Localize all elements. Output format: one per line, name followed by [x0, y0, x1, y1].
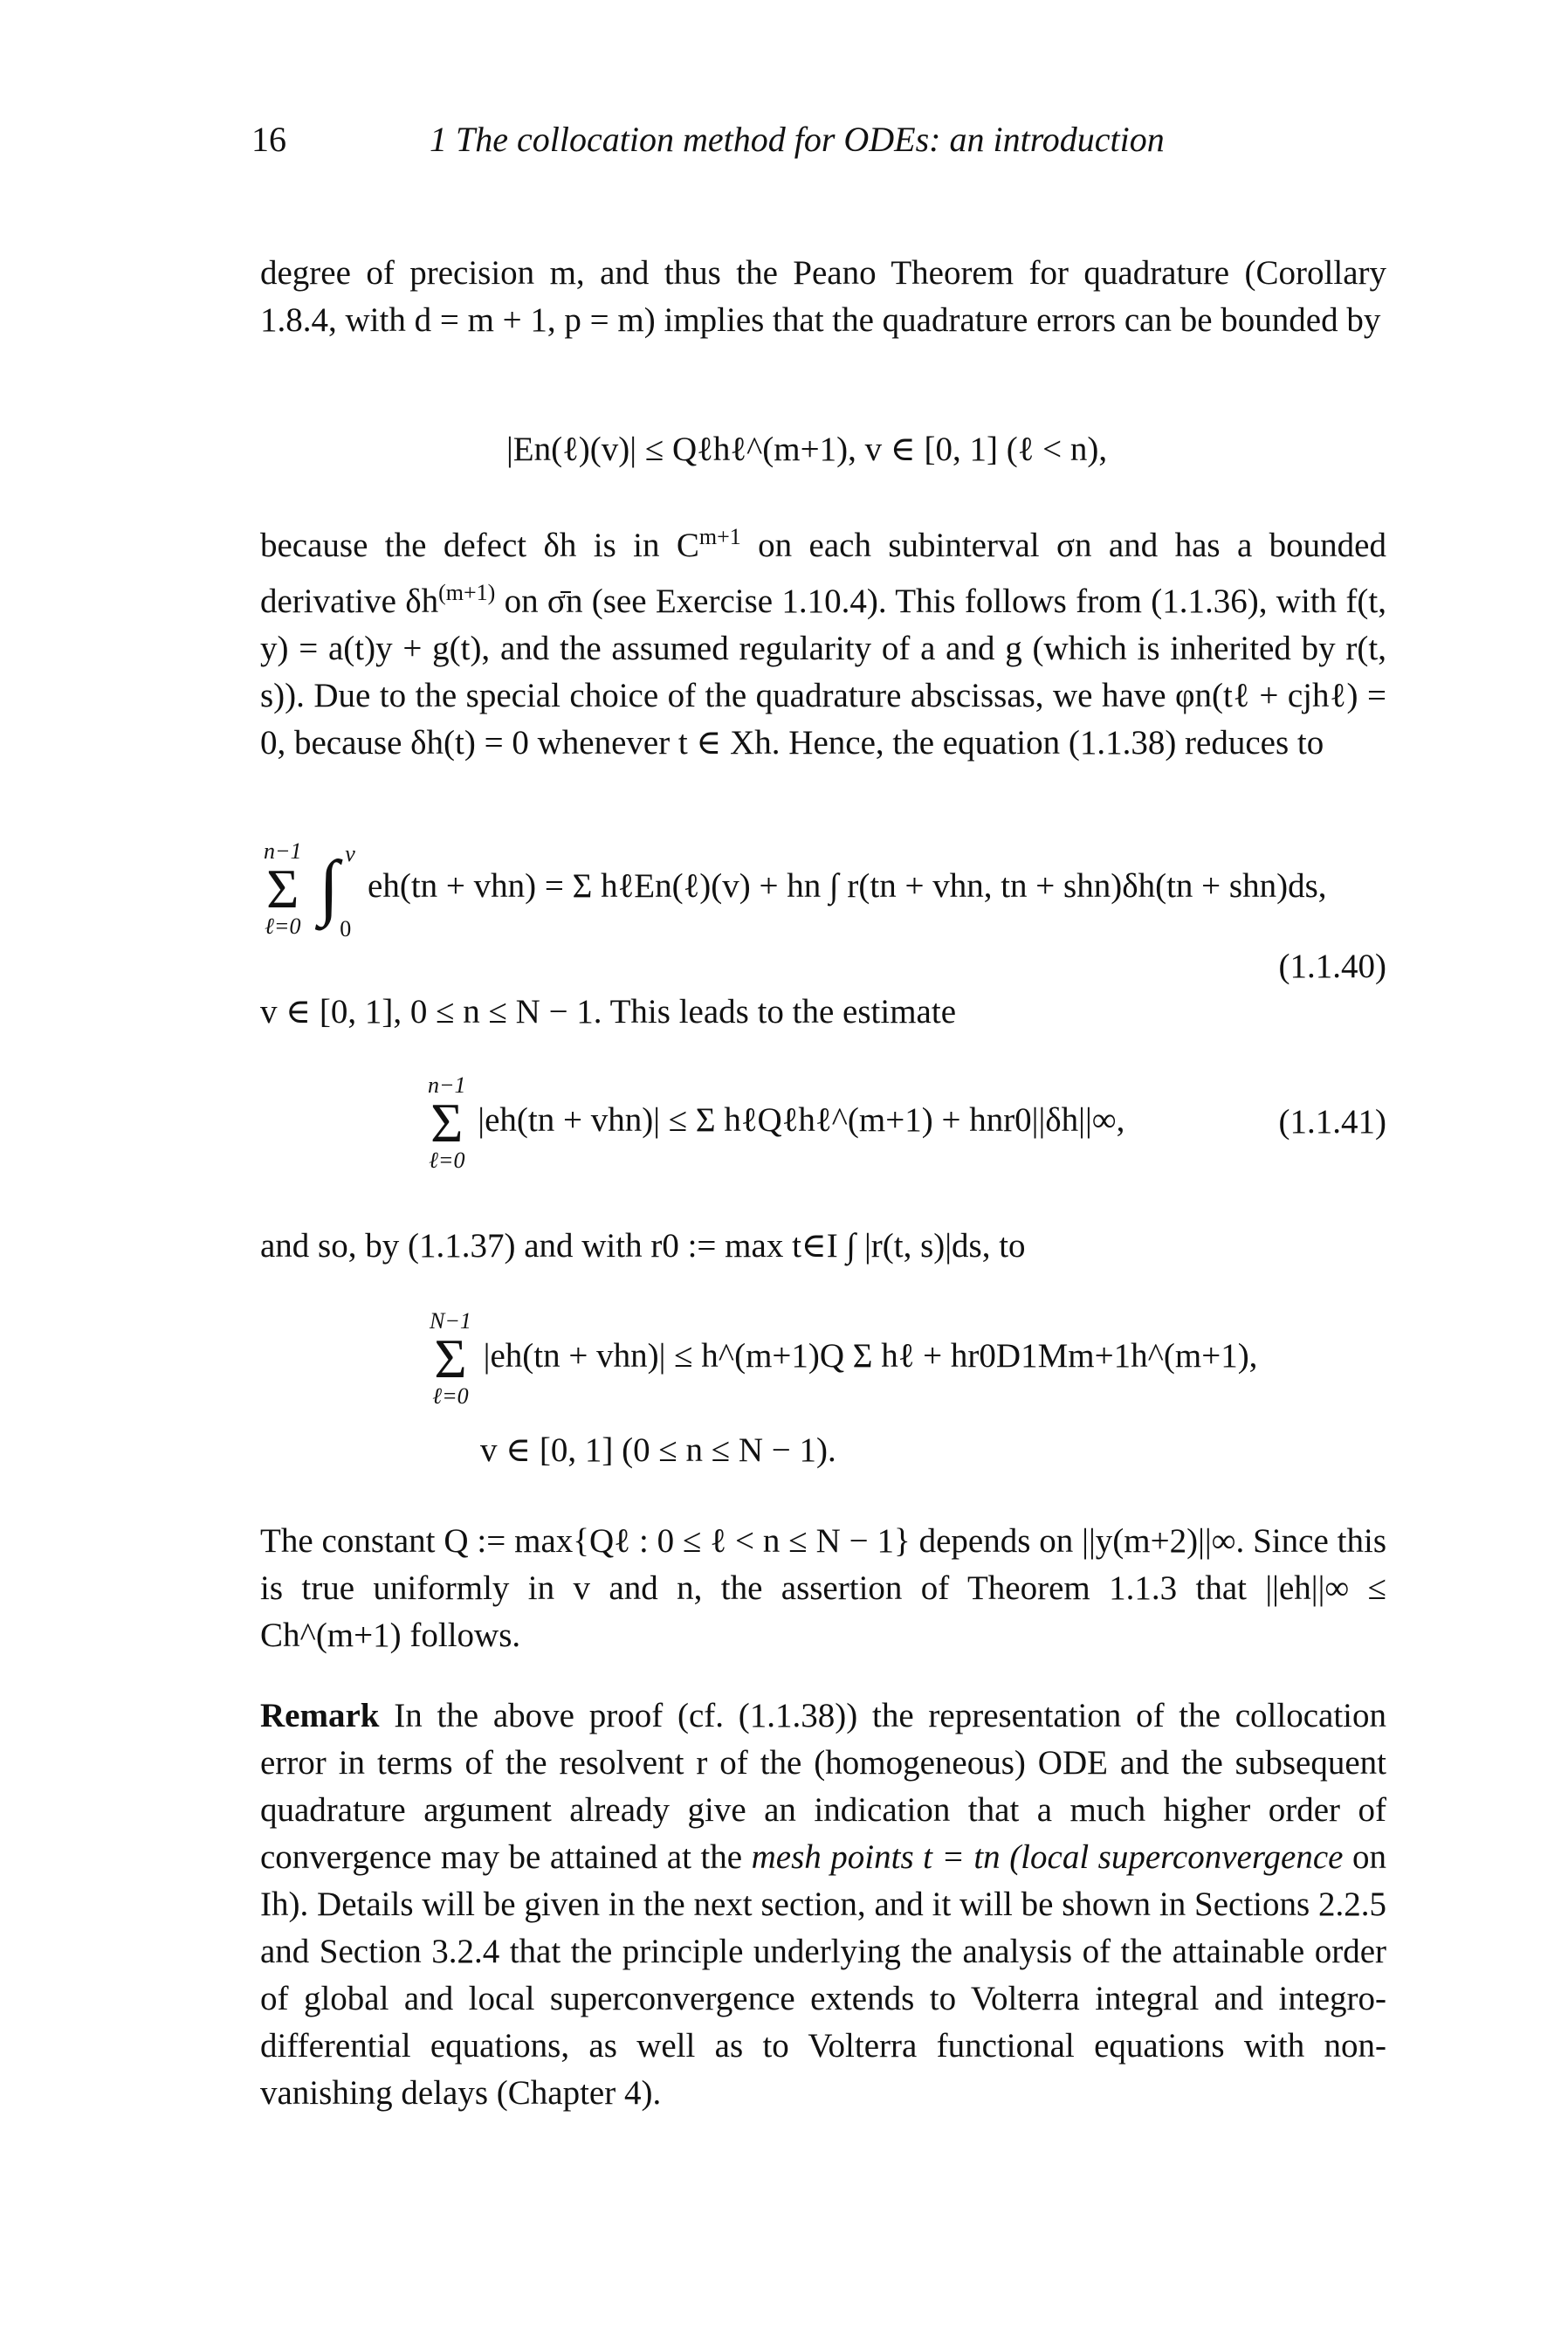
sum-block	[430, 1310, 471, 1408]
equation-text: eh(tn + vhn) = Σ hℓEn(ℓ)(v) + hn ∫ r(tn + vhn, tn + shn)δh(tn + shn)ds,	[368, 866, 1327, 905]
sigma-symbol: Σ	[434, 1327, 467, 1389]
paragraph-text: and so, by (1.1.37) and with r0 := max t∈I ∫ |r(t, s)|ds, to	[260, 1227, 1026, 1265]
remark-text	[260, 1693, 1386, 2117]
page-number: 16	[251, 120, 286, 159]
integral-lower-limit: 0	[340, 916, 352, 941]
paragraph-text: The constant Q := max{Qℓ : 0 ≤ ℓ < n ≤ N − 1} depends on ||y(m+2)||∞. Since this is true uniformly in v and n, the assertion of Theorem 1.1.3 that ||eh||∞ ≤ Ch^(m+1) follows.	[260, 1522, 1386, 1654]
paragraph-text	[260, 514, 1386, 767]
integral-upper-limit: v	[345, 841, 355, 866]
equation-text: |eh(tn + vhn)| ≤ h^(m+1)Q Σ hℓ + hr0D1Mm+1h^(m+1),	[483, 1336, 1258, 1375]
paragraph-text: degree of precision m, and thus the Peano Theorem for quadrature (Corollary 1.8.4, with d = m + 1, p = m) implies that the quadrature errors can be bounded by	[260, 254, 1386, 339]
sum-lower-limit: ℓ=0	[265, 914, 301, 939]
integral-symbol: ∫	[319, 846, 340, 927]
sum-lower-limit: ℓ=0	[432, 1383, 469, 1409]
text-fragment: on Ih). Details will be given in the next section, and it will be shown in Sections 2.2.5 and Section 3.2.4 that the principle underlying the analysis of the attainable order of global and local superconvergence extends to Volterra integral and integro-differential equations, as well as to Volterra functional equations with non-vanishing delays (Chapter 4).	[260, 1838, 1386, 2112]
remark-heading: Remark	[260, 1697, 380, 1734]
sum-upper-limit: N−1	[430, 1308, 471, 1334]
equation-quadrature-bound: |En(ℓ)(v)| ≤ Qℓhℓ^(m+1), v ∈ [0, 1] (ℓ < n),	[506, 431, 1108, 468]
equation-1-1-40	[260, 838, 1327, 941]
equation-final-bound	[426, 1310, 1257, 1408]
paragraph-r0	[260, 1223, 1386, 1270]
paragraph-estimate	[260, 989, 1386, 1036]
equation-final-range: v ∈ [0, 1] (0 ≤ n ≤ N − 1).	[480, 1431, 836, 1469]
italic-fragment: mesh points t = tn (local superconvergence	[751, 1838, 1344, 1876]
paragraph-intro	[260, 250, 1386, 344]
remark-paragraph	[260, 1693, 1386, 2117]
equation-text: |eh(tn + vhn)| ≤ Σ hℓQℓhℓ^(m+1) + hnr0||δh||∞,	[478, 1100, 1125, 1139]
text-fragment: In the above proof (cf. (1.1.38)) the representation of the collocation error in terms of the resolvent r of the (homogeneous) ODE and the subsequent quadrature argument already give an indication that a much higher order of convergence may be attained at the	[260, 1697, 1386, 1876]
text-fragment: on each subinterval σn and has a bounded derivative δh	[260, 527, 1386, 620]
superscript: (m+1)	[438, 580, 496, 605]
sum-block	[264, 840, 302, 938]
sum-lower-limit: ℓ=0	[429, 1148, 465, 1173]
superscript: m+1	[698, 524, 741, 549]
chapter-title: 1 The collocation method for ODEs: an introduction	[430, 120, 1165, 159]
paragraph-constant	[260, 1518, 1386, 1659]
equation-label-1-1-41: (1.1.41)	[1278, 1103, 1386, 1141]
paragraph-text: v ∈ [0, 1], 0 ≤ n ≤ N − 1. This leads to the estimate	[260, 993, 957, 1031]
equation-label-1-1-40: (1.1.40)	[1278, 948, 1386, 985]
sigma-symbol: Σ	[266, 858, 299, 920]
sum-block	[428, 1074, 466, 1172]
integral-block	[317, 841, 355, 941]
sum-upper-limit: n−1	[428, 1072, 466, 1098]
text-fragment: on σ̄n (see Exercise 1.10.4). This follows from (1.1.36), with f(t, y) = a(t)y + g(t), and the assumed regularity of a and g (which is inherited by r(t, s)). Due to the special choice of the quadrature abscissas, we have φn(tℓ + cjhℓ) = 0, because δh(t) = 0 whenever t ∈ Xh. Hence, the equation (1.1.38) reduces to	[260, 583, 1386, 762]
sigma-symbol: Σ	[430, 1092, 464, 1154]
paragraph-defect	[260, 514, 1386, 767]
text-fragment: because the defect δh is in C	[260, 527, 699, 564]
equation-1-1-41	[424, 1074, 1124, 1172]
sum-upper-limit: n−1	[264, 838, 302, 864]
